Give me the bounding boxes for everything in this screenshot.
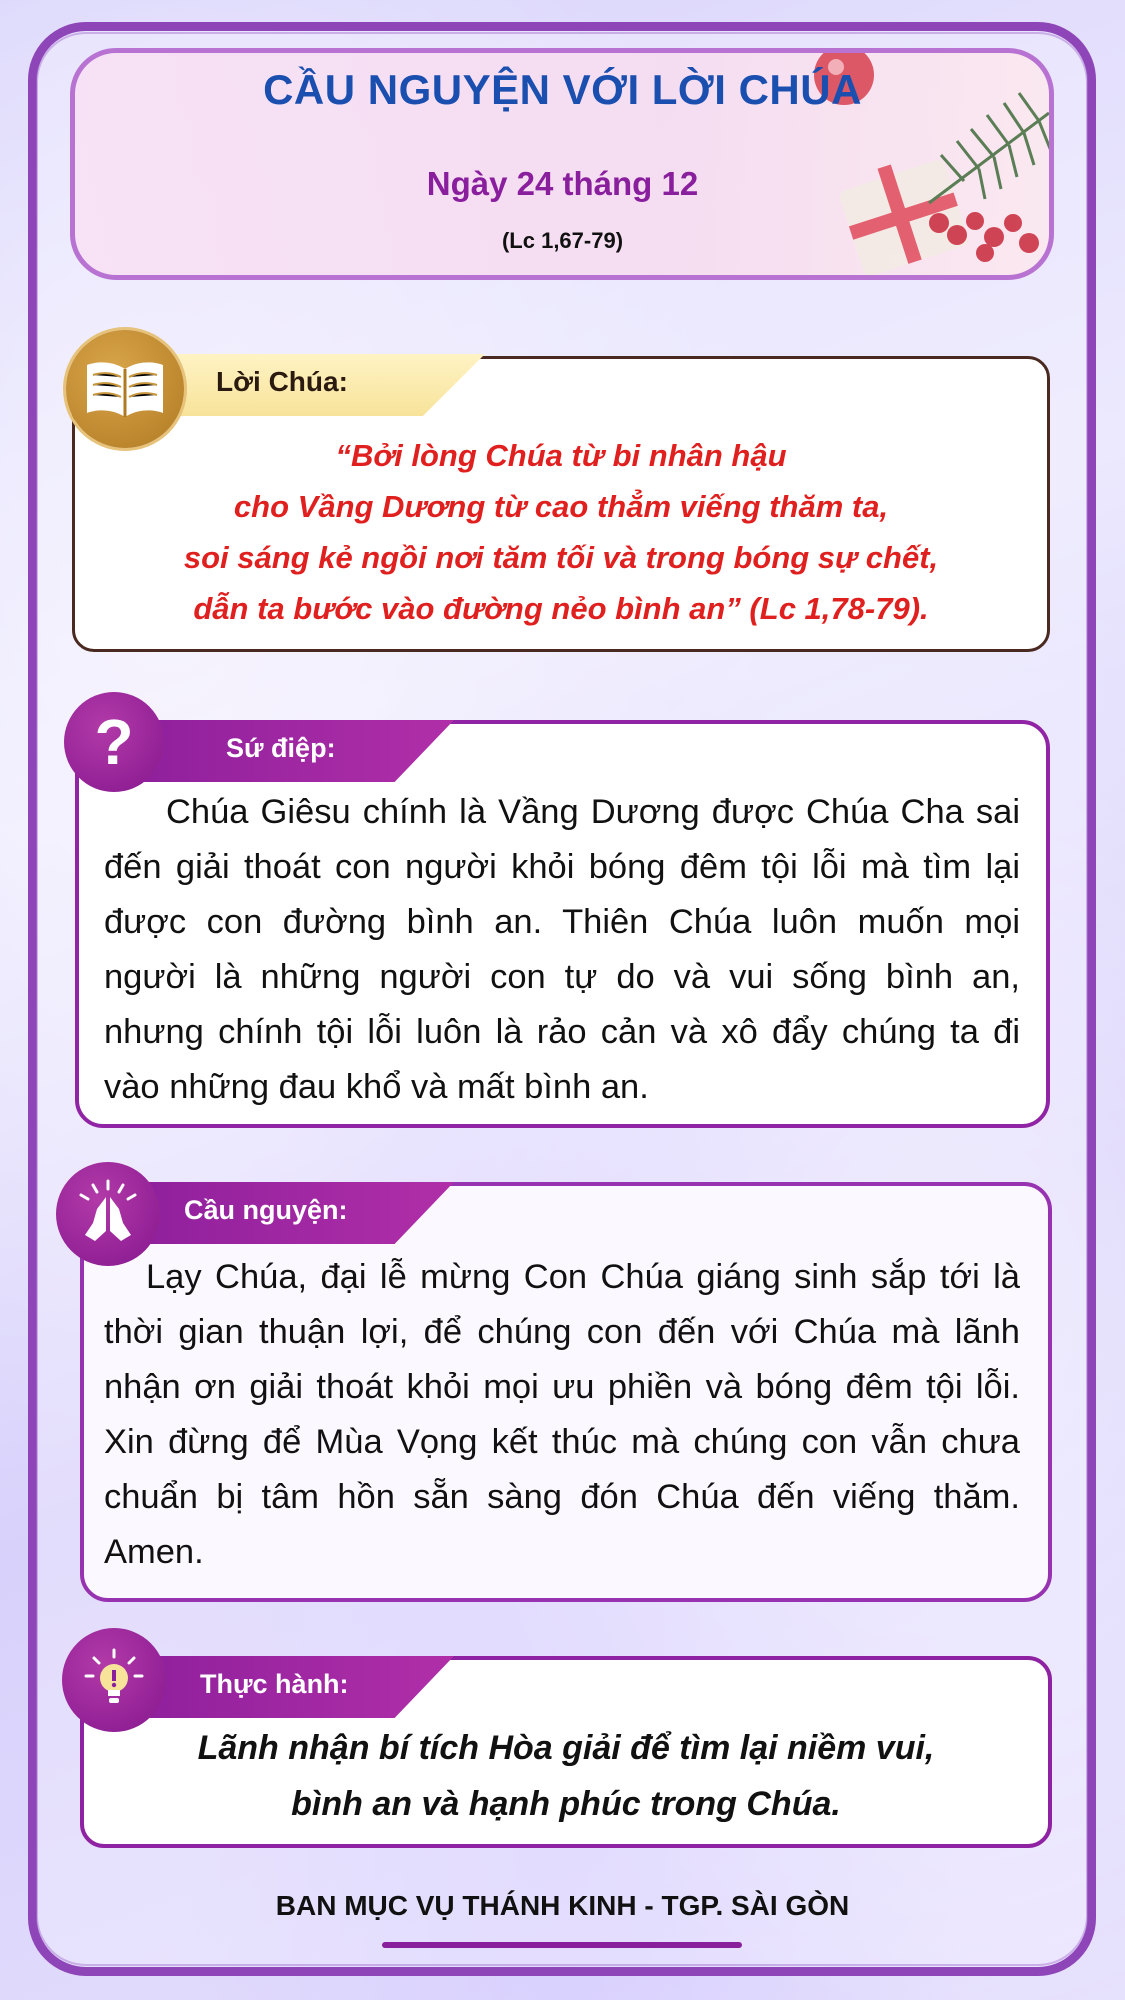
practice-text — [80, 1720, 1052, 1832]
quote-line: “Bởi lòng Chúa từ bi nhân hậu — [335, 438, 787, 473]
quote-line: soi sáng kẻ ngồi nơi tăm tối và trong bóng sự chết, — [183, 540, 939, 575]
page-title: CẦU NGUYỆN VỚI LỜI CHÚA — [263, 66, 862, 113]
prayer-label: Cầu nguyện: — [184, 1195, 348, 1225]
footer-divider — [382, 1942, 742, 1948]
prayer-text: Lạy Chúa, đại lễ mừng Con Chúa giáng sinh sắp tới là thời gian thuận lợi, để chúng con đến với Chúa mà lãnh nhận ơn giải thoát khỏi mọi ưu phiền và bóng đêm tội lỗi. Xin đừng để Mùa Vọng kết thúc mà chúng con vẫn chưa chuẩn bị tâm hồn sẵn sàng đón Chúa đến viếng thăm. Amen. — [104, 1258, 1020, 1571]
scripture-reference: (Lc 1,67-79) — [501, 228, 624, 253]
quote-line: dẫn ta bước vào đường nẻo bình an” (Lc 1,78-79). — [193, 591, 929, 626]
question-icon: ? — [64, 692, 164, 792]
message-label: Sứ điệp: — [226, 733, 336, 763]
practice-label: Thực hành: — [200, 1669, 349, 1699]
word-label: Lời Chúa: — [216, 366, 348, 397]
quote-line: cho Vầng Dương từ cao thẳm viếng thăm ta, — [233, 489, 889, 524]
practice-line: Lãnh nhận bí tích Hòa giải để tìm lại niềm vui, — [197, 1729, 935, 1767]
scripture-quote — [80, 430, 1042, 634]
footer-credit: BAN MỤC VỤ THÁNH KINH - TGP. SÀI GÒN — [275, 1890, 850, 1921]
date-subtitle: Ngày 24 tháng 12 — [426, 165, 699, 202]
lightbulb-icon — [62, 1628, 166, 1732]
practice-line: bình an và hạnh phúc trong Chúa. — [291, 1785, 841, 1823]
message-text: Chúa Giêsu chính là Vầng Dương được Chúa Cha sai đến giải thoát con người khỏi bóng đêm tội lỗi mà tìm lại được con đường bình an. Thiên Chúa luôn muốn mọi người là những người con tự do và vui sống bình an, nhưng chính tội lỗi luôn là rảo cản và xô đẩy chúng ta đi vào những đau khổ và mất bình an. — [104, 793, 1020, 1106]
